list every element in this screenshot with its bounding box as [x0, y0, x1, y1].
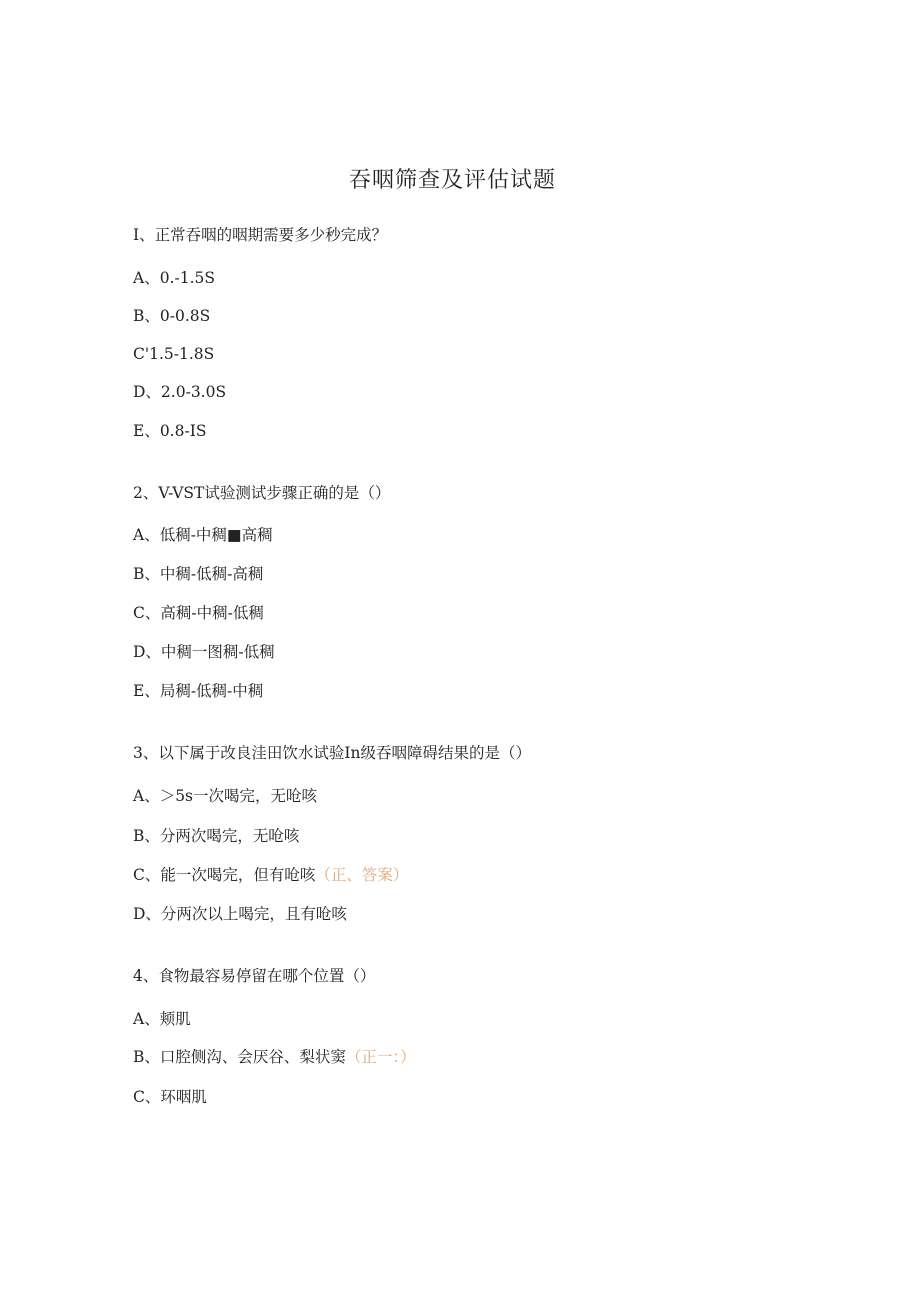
- question-1-option-e: E、0.8-IS: [133, 422, 207, 440]
- question-1-option-d: D、2.0-3.0S: [133, 383, 227, 401]
- question-3-option-c: [133, 865, 408, 885]
- answer-note: （正、答案）: [315, 866, 409, 884]
- answer-note: （正一：）: [345, 1048, 416, 1066]
- question-3-option-c-text: C、能一次喝完，但有呛咳: [133, 866, 316, 884]
- question-4-option-b: [133, 1047, 416, 1067]
- question-2-option-a: A、低稠-中稠■高稠: [133, 526, 273, 544]
- question-3-option-a: A、＞5s一次喝完，无呛咳: [133, 787, 318, 805]
- question-1-option-c: C'1.5-1.8S: [133, 345, 215, 363]
- question-4-option-b-text: B、口腔侧沟、会厌谷、梨状窦: [133, 1048, 346, 1066]
- page-title: 吞咽筛查及评估试题: [348, 168, 556, 193]
- question-2-option-d: D、中稠一图稠-低稠: [133, 643, 275, 661]
- question-1-option-b: B、0-0.8S: [133, 307, 211, 325]
- question-2-option-b: B、中稠-低稠-高稠: [133, 565, 264, 583]
- question-4-option-a: A、颊肌: [133, 1010, 191, 1028]
- question-4-option-c: C、环咽肌: [133, 1088, 207, 1106]
- question-2-stem: 2、V-VST试验测试步骤正确的是（）: [133, 484, 391, 502]
- question-1-option-a: A、0.-1.5S: [133, 269, 215, 287]
- question-4-stem: 4、食物最容易停留在哪个位置（）: [133, 967, 376, 985]
- question-3-stem: 3、以下属于改良洼田饮水试验In级吞咽障碍结果的是（）: [133, 744, 531, 762]
- question-2-option-c: C、高稠-中稠-低稠: [133, 604, 264, 622]
- question-3-option-b: B、分两次喝完，无呛咳: [133, 827, 300, 845]
- question-3-option-d: D、分两次以上喝完，且有呛咳: [133, 905, 347, 923]
- question-1-stem: I、正常吞咽的咽期需要多少秒完成？: [133, 226, 388, 244]
- question-2-option-e: E、局稠-低稠-中稠: [133, 682, 264, 700]
